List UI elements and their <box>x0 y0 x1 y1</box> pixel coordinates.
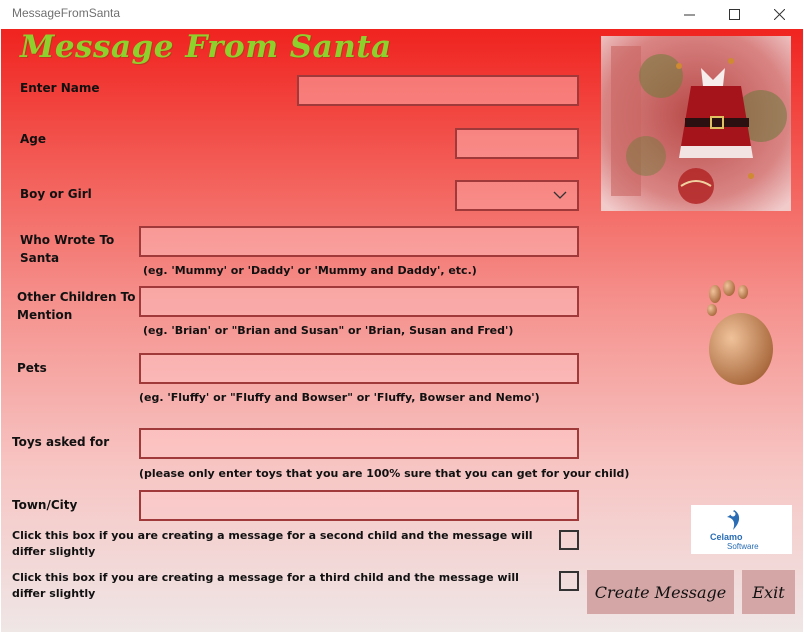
name-input[interactable] <box>297 75 579 106</box>
logo-sub: Software <box>727 542 759 551</box>
title-bar <box>0 0 804 28</box>
second-child-label: Click this box if you are creating a message for a second child and the message will differ slightly <box>12 529 533 558</box>
pets-label: Pets <box>17 361 47 375</box>
maximize-button[interactable] <box>711 0 757 28</box>
logo-name: Celamo <box>710 532 743 542</box>
town-label: Town/City <box>12 498 78 512</box>
create-message-button[interactable]: Create Message <box>587 570 734 614</box>
other-children-input[interactable] <box>139 286 579 317</box>
town-input[interactable] <box>139 490 579 521</box>
who-wrote-label: Who Wrote To Santa <box>20 233 115 265</box>
age-label: Age <box>20 132 47 146</box>
celamo-logo <box>691 505 792 554</box>
gender-label: Boy or Girl <box>20 187 92 201</box>
minimize-button[interactable] <box>666 0 712 28</box>
other-children-label: Other Children To Mention <box>17 290 136 322</box>
toys-hint: (please only enter toys that you are 100% sure that you can get for your child) <box>139 467 630 480</box>
who-wrote-hint: (eg. 'Mummy' or 'Daddy' or 'Mummy and Daddy', etc.) <box>143 264 477 277</box>
third-child-checkbox[interactable] <box>559 571 579 591</box>
other-children-hint: (eg. 'Brian' or "Brian and Susan" or 'Brian, Susan and Fred') <box>143 324 514 337</box>
santa-photo <box>601 36 791 211</box>
pets-hint: (eg. 'Fluffy' or "Fluffy and Bowser" or 'Fluffy, Bowser and Nemo') <box>139 391 540 404</box>
who-wrote-input[interactable] <box>139 226 579 257</box>
name-label: Enter Name <box>20 81 100 95</box>
second-child-checkbox[interactable] <box>559 530 579 550</box>
chevron-down-icon <box>553 190 567 200</box>
pets-input[interactable] <box>139 353 579 384</box>
maximize-icon <box>729 9 740 20</box>
age-input[interactable] <box>455 128 579 159</box>
logo-icon <box>721 508 747 534</box>
gender-select[interactable] <box>455 180 579 211</box>
app-window <box>1 29 803 632</box>
toys-label: Toys asked for <box>12 435 110 449</box>
window-title: MessageFromSanta <box>12 6 121 20</box>
exit-button[interactable]: Exit <box>742 570 795 614</box>
toys-input[interactable] <box>139 428 579 459</box>
close-button[interactable] <box>756 0 802 28</box>
minimize-icon <box>684 9 695 20</box>
footprint-icon <box>701 279 781 389</box>
close-icon <box>774 9 785 20</box>
third-child-label: Click this box if you are creating a message for a third child and the message will differ slightly <box>12 571 519 600</box>
app-heading: Message From Santa <box>20 29 392 65</box>
